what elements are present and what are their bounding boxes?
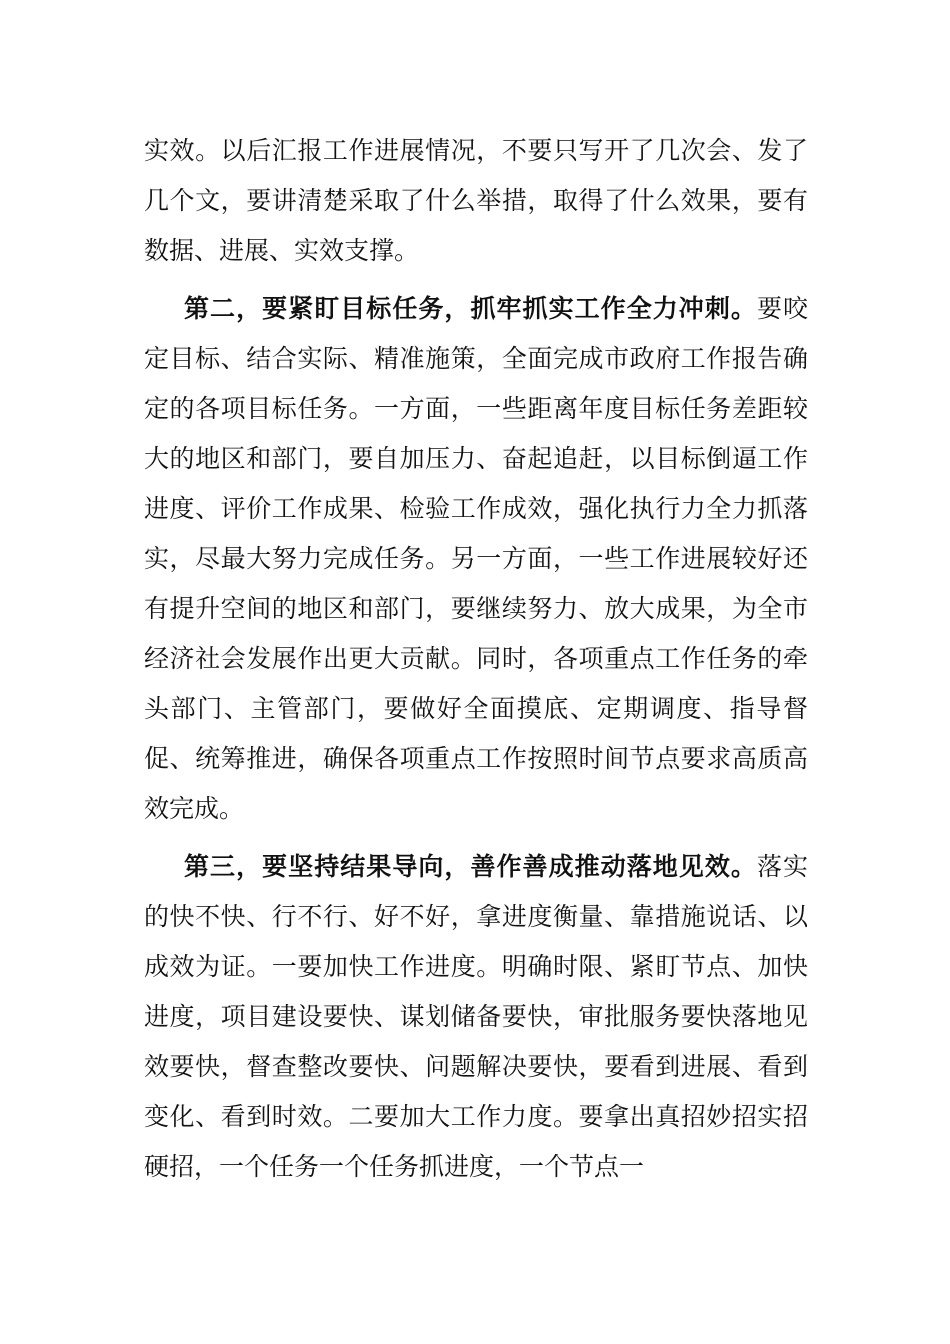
paragraph-third: [144, 842, 808, 1192]
paragraph-continuation: [144, 126, 808, 276]
paragraph-body: 实效。以后汇报工作进展情况，不要只写开了几次会、发了几个文，要讲清楚采取了什么举措，取得了什么效果，要有数据、进展、实效支撑。: [144, 136, 808, 265]
document-body: [144, 126, 808, 1192]
paragraph-body: 落实的快不快、行不行、好不好，拿进度衡量、靠措施说话、以成效为证。一要加快工作进度。明确时限、紧盯节点、加快进度，项目建设要快、谋划储备要快，审批服务要快落地见效要快，督查整改要快、问题解决要快，要看到进展、看到变化、看到时效。二要加大工作力度。要拿出真招妙招实招硬招，一个任务一个任务抓进度，一个节点一: [144, 852, 808, 1181]
paragraph-heading: 第三，要坚持结果导向，善作善成推动落地见效。: [184, 852, 757, 881]
paragraph-heading: 第二，要紧盯目标任务，抓牢抓实工作全力冲刺。: [184, 294, 757, 323]
paragraph-second: [144, 284, 808, 834]
paragraph-body: 要咬定目标、结合实际、精准施策，全面完成市政府工作报告确定的各项目标任务。一方面，一些距离年度目标任务差距较大的地区和部门，要自加压力、奋起追赶，以目标倒逼工作进度、评价工作成果、检验工作成效，强化执行力全力抓落实，尽最大努力完成任务。另一方面，一些工作进展较好还有提升空间的地区和部门，要继续努力、放大成果，为全市经济社会发展作出更大贡献。同时，各项重点工作任务的牵头部门、主管部门，要做好全面摸底、定期调度、指导督促、统筹推进，确保各项重点工作按照时间节点要求高质高效完成。: [144, 294, 808, 823]
